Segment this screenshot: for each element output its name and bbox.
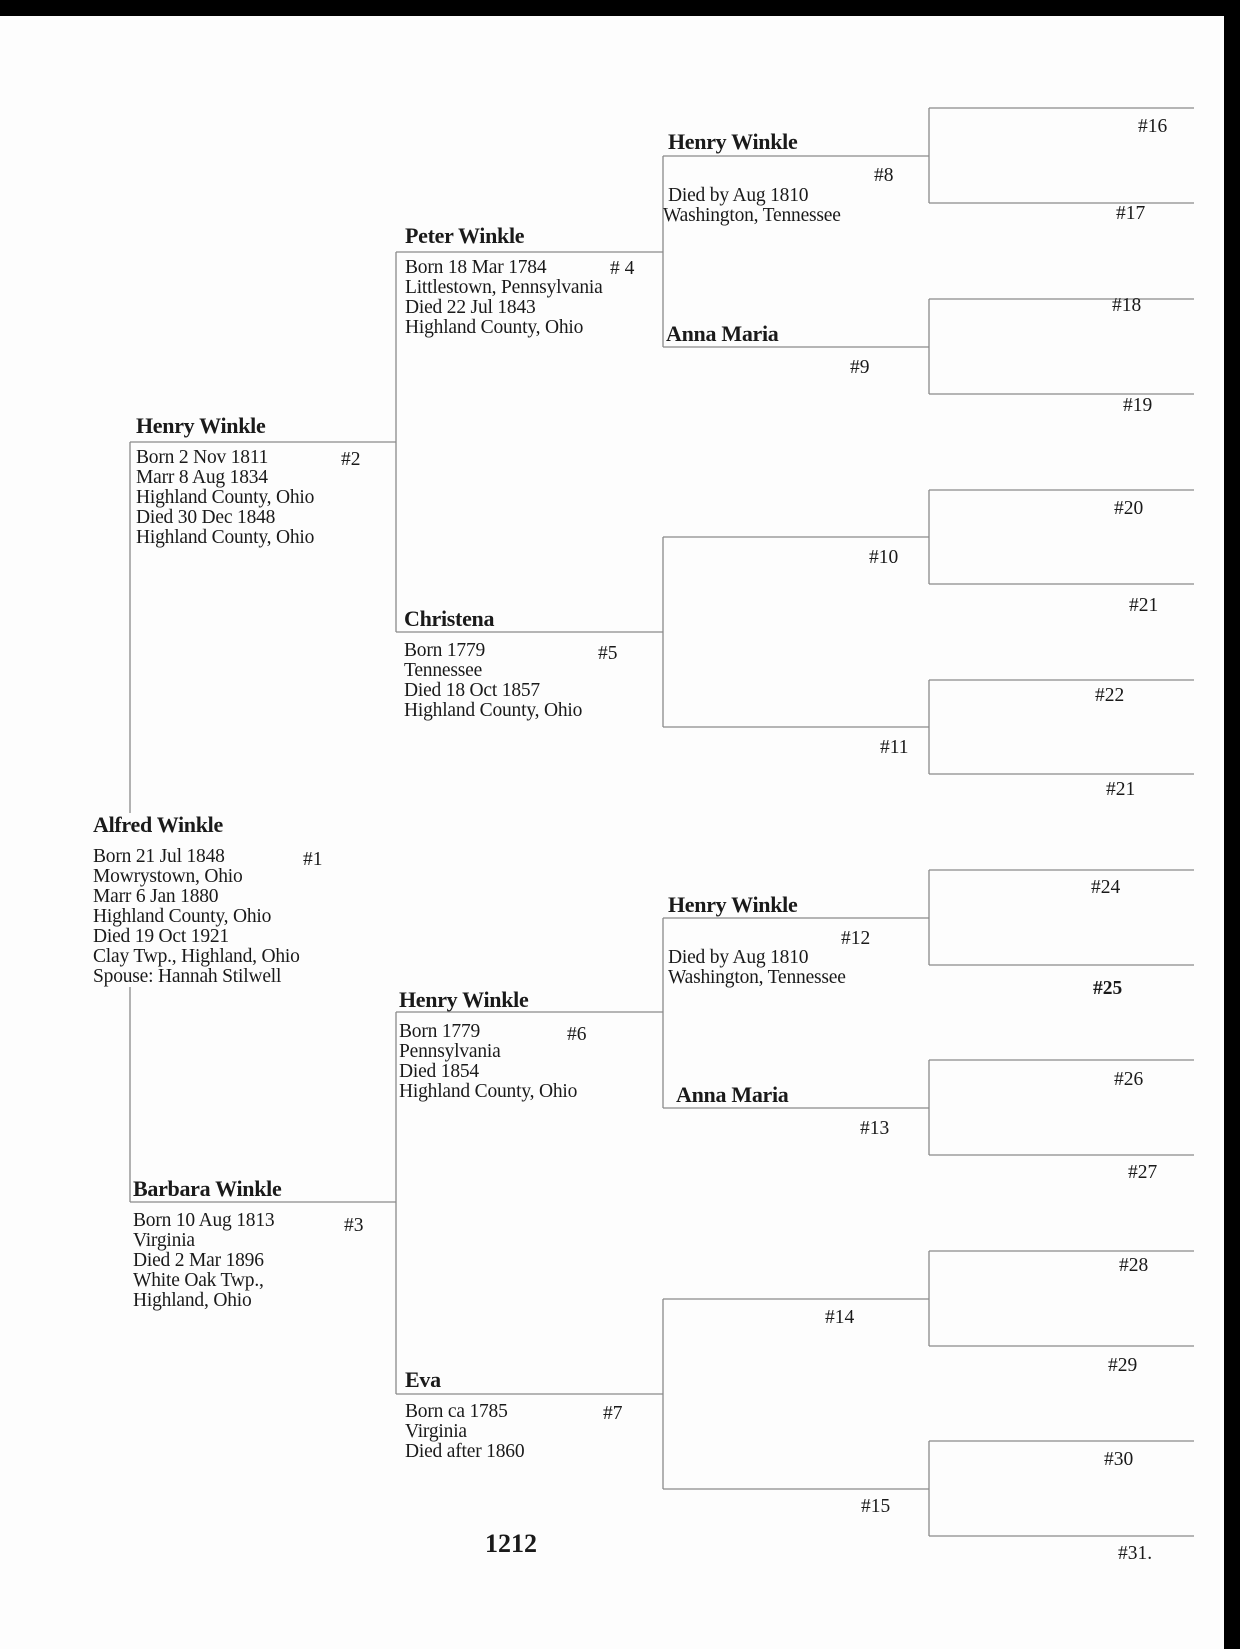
ahnentafel-number-27: #27	[1128, 1162, 1158, 1183]
ahnentafel-number-29: #29	[1108, 1355, 1138, 1376]
detail-line: Died 22 Jul 1843	[405, 297, 536, 318]
ahnentafel-number: #6	[567, 1024, 587, 1045]
detail-line: Virginia	[133, 1230, 195, 1251]
detail-line: Died 18 Oct 1857	[404, 680, 540, 701]
ahnentafel-number: #11	[880, 737, 909, 758]
person-name: Henry Winkle	[668, 892, 798, 917]
person-name: Christena	[404, 606, 495, 631]
detail-line: White Oak Twp.,	[133, 1270, 264, 1291]
detail-line: Born 18 Mar 1784	[405, 257, 547, 278]
ahnentafel-number-26: #26	[1114, 1069, 1144, 1090]
detail-line: Clay Twp., Highland, Ohio	[93, 946, 300, 967]
ahnentafel-number: #7	[603, 1403, 623, 1424]
person-9	[666, 322, 779, 346]
person-2	[136, 414, 314, 548]
ahnentafel-number-28: #28	[1119, 1255, 1149, 1276]
detail-line: Highland County, Ohio	[93, 906, 272, 927]
person-details	[93, 847, 300, 987]
detail-line: Died 2 Mar 1896	[133, 1250, 264, 1271]
ahnentafel-number: #2	[341, 449, 361, 470]
ahnentafel-number-16: #16	[1138, 116, 1168, 137]
ahnentafel-number-31: #31.	[1118, 1543, 1153, 1564]
ahnentafel-number: #5	[598, 643, 618, 664]
ahnentafel-number-23: #21	[1106, 779, 1136, 800]
detail-line: Mowrystown, Ohio	[93, 866, 243, 887]
detail-line: Died 19 Oct 1921	[93, 926, 229, 947]
person-1	[93, 813, 304, 987]
person-name: Anna Maria	[676, 1082, 789, 1107]
person-details	[136, 448, 314, 548]
ahnentafel-number-19: #19	[1123, 395, 1153, 416]
ahnentafel-number: #10	[869, 547, 899, 568]
detail-line: Highland County, Ohio	[136, 487, 315, 508]
person-6	[399, 988, 577, 1102]
detail-line: Littlestown, Pennsylvania	[405, 277, 603, 298]
detail-line: Washington, Tennessee	[668, 967, 846, 988]
person-name: Henry Winkle	[668, 129, 798, 154]
person-7	[405, 1368, 524, 1462]
person-details	[405, 258, 603, 338]
person-name: Eva	[405, 1367, 441, 1392]
person-name: Alfred Winkle	[93, 812, 223, 837]
detail-line: Highland County, Ohio	[404, 700, 583, 721]
ahnentafel-number: #14	[825, 1307, 855, 1328]
detail-line: Pennsylvania	[399, 1041, 501, 1062]
ahnentafel-number: #15	[861, 1496, 891, 1517]
ahnentafel-number-22: #22	[1095, 685, 1125, 706]
person-5	[404, 607, 582, 721]
detail-line: Tennessee	[404, 660, 483, 681]
ahnentafel-number-21: #21	[1129, 595, 1159, 616]
ahnentafel-number-18: #18	[1112, 295, 1142, 316]
ahnentafel-number-24: #24	[1091, 877, 1121, 898]
detail-line: Died after 1860	[405, 1441, 525, 1462]
ahnentafel-number: # 4	[610, 258, 635, 279]
person-name: Peter Winkle	[405, 223, 525, 248]
page-number: 1212	[485, 1529, 537, 1558]
detail-line: Born 2 Nov 1811	[136, 447, 269, 468]
ahnentafel-number: #12	[841, 928, 871, 949]
detail-line: Highland County, Ohio	[405, 317, 584, 338]
person-name: Henry Winkle	[399, 987, 529, 1012]
detail-line: Virginia	[405, 1421, 467, 1442]
person-13	[676, 1083, 789, 1107]
detail-line: Highland County, Ohio	[399, 1081, 578, 1102]
detail-line: Born 21 Jul 1848	[93, 846, 225, 867]
detail-line: Washington, Tennessee	[663, 205, 841, 226]
person-12	[668, 893, 846, 988]
person-details	[668, 948, 846, 988]
ahnentafel-number-25: #25	[1093, 978, 1123, 999]
detail-line: Spouse: Hannah Stilwell	[93, 966, 282, 987]
ahnentafel-number-30: #30	[1104, 1449, 1134, 1470]
detail-line: Highland, Ohio	[133, 1290, 252, 1311]
ahnentafel-number-20: #20	[1114, 498, 1144, 519]
ahnentafel-number-17: #17	[1116, 203, 1146, 224]
person-details	[405, 1402, 524, 1462]
detail-line: Marr 8 Aug 1834	[136, 467, 268, 488]
ahnentafel-number: #1	[303, 849, 323, 870]
detail-line: Highland County, Ohio	[136, 527, 315, 548]
detail-line: Died by Aug 1810	[668, 947, 809, 968]
ahnentafel-number: #3	[344, 1215, 364, 1236]
detail-line: Born ca 1785	[405, 1401, 508, 1422]
person-4	[405, 224, 603, 338]
detail-line: Died by Aug 1810	[668, 185, 809, 206]
person-details	[404, 641, 582, 721]
person-details	[133, 1211, 281, 1311]
detail-line: Born 10 Aug 1813	[133, 1210, 275, 1231]
person-details	[399, 1022, 577, 1102]
detail-line: Died 1854	[399, 1061, 479, 1082]
detail-line: Died 30 Dec 1848	[136, 507, 276, 528]
person-8	[663, 129, 841, 226]
detail-line: Born 1779	[404, 640, 486, 661]
ahnentafel-number: #13	[860, 1118, 890, 1139]
ahnentafel-number: #9	[850, 357, 870, 378]
person-details	[663, 185, 841, 226]
person-name: Henry Winkle	[136, 413, 266, 438]
person-name: Anna Maria	[666, 321, 779, 346]
detail-line: Born 1779	[399, 1021, 481, 1042]
ahnentafel-number: #8	[874, 165, 894, 186]
detail-line: Marr 6 Jan 1880	[93, 886, 219, 907]
person-name: Barbara Winkle	[133, 1176, 282, 1201]
person-3	[133, 1177, 281, 1311]
